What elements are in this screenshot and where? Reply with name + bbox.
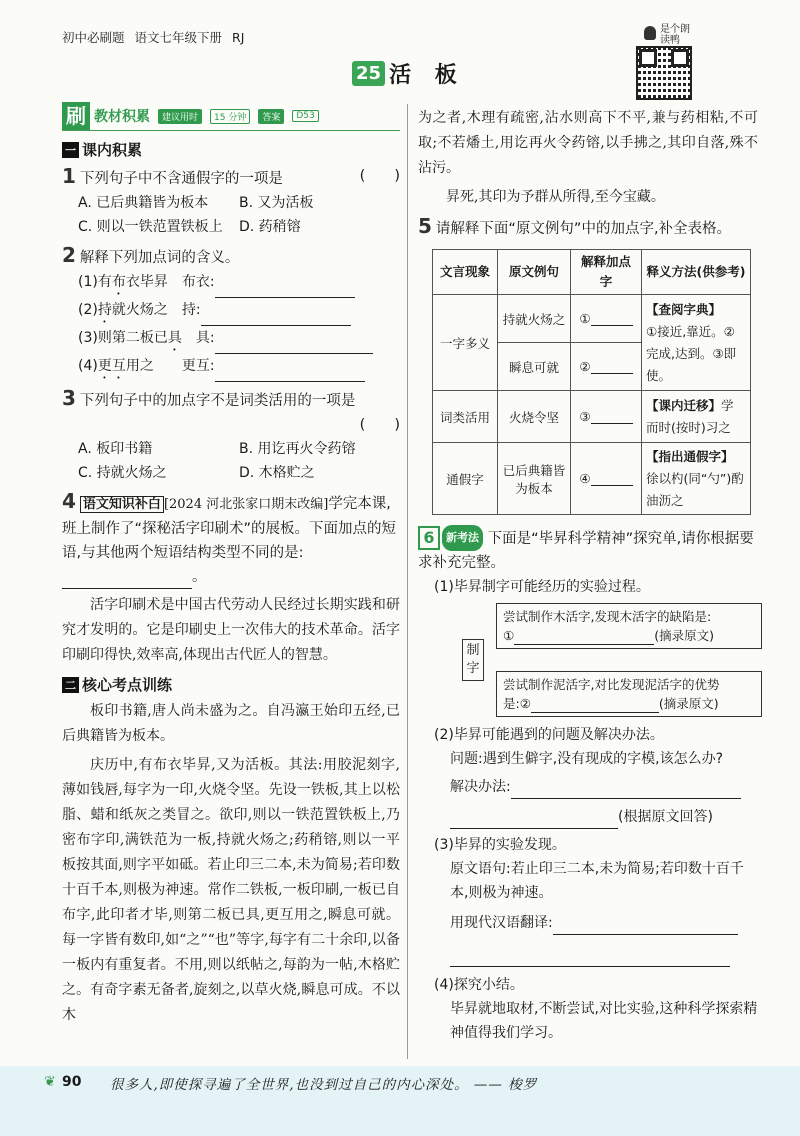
table-cell[interactable]: ③ [571,391,642,443]
question-6: 6 新考法 下面是“毕昇科学精神”探究单,请你根据要求补充完整。 [418,525,758,575]
qr-label: 是个朗读鸭 [660,24,690,46]
table-cell[interactable]: ④ [571,443,642,515]
table-cell: 【指出通假字】 徐以杓(同“勺”)酌油沥之 [642,443,751,515]
qr-icon [644,26,656,40]
lesson-title: 活 板 [389,62,465,88]
lesson-number: 25 [352,61,385,86]
knowledge-tag: 语文知识补白 [80,496,164,513]
q6-flowchart [424,603,758,723]
q3-option-b[interactable]: B. 用讫再火令药镕 [239,441,356,457]
left-column [62,102,400,1032]
q6-sentence: 原文语句:若止印三二本,未为简易;若印数十百千本,则极为神速。 [450,861,744,901]
table-cell: 瞬息可就 [498,343,571,391]
question-1: 1 下列句子中不含通假字的一项是 ( ) [62,164,400,188]
banner-brush-icon: 刷 [62,102,90,130]
q6-translate-line [418,943,758,967]
table-cell: 【课内迁移】学而时(按时)习之 [642,391,751,443]
q1-option-a[interactable]: A. 已后典籍皆为板本 [78,195,209,211]
table-header: 原文例句 [498,250,571,295]
table-cell: 持就火炀之 [498,295,571,343]
table-cell[interactable]: ② [571,343,642,391]
answer-blank[interactable] [215,365,365,382]
answer-blank[interactable] [215,337,373,354]
source-text-paragraph: 为之者,木理有疏密,沾水则高下不平,兼与药相粘,不可取;不若燔土,用讫再火令药镕,以手拂之,其印自落,殊不沾污。 [418,110,758,176]
source-text-paragraph: 昇死,其印为予群从所得,至今宝藏。 [446,189,665,205]
source-text-paragraph: 庆历中,有布衣毕昇,又为活板。其法:用胶泥刻字,薄如钱唇,每字为一印,火烧令坚。先设一铁板,其上以松脂、蜡和纸灰之类冒之。欲印,则以一铁范置铁板上,乃密布字印,满铁范为一板,持就火炀之;药稍镕,则以一平板按其面,则字平如砥。若止印三二本,未为简易;若印数十百千本,则极为神速。常作二铁板,一板印刷,一板已自布字,此印者才毕,则第二板已具,更互用之,瞬息可就。每一字皆有数印,如“之”“也”等字,每字有二十余印,以备一板内有重复者。不用,则以纸帖之,每韵为一帖,木格贮之。有奇字素无备者,旋刻之,以草火烧,瞬息可成。不以木 [62,757,400,1023]
q1-option-c[interactable]: C. 则以一铁范置铁板上 [78,219,223,235]
footer-quote: 很多人,即使探寻遍了全世界,也没到过自己的内心深处。 —— 梭罗 [110,1077,538,1093]
q3-option-a[interactable]: A. 板印书籍 [78,441,153,457]
q3-options [62,437,400,485]
q1-option-d[interactable]: D. 药稍镕 [239,219,301,235]
question-2: 2 解释下列加点词的含义。 [62,243,240,267]
banner-title: 教材积累 [94,109,150,125]
right-column [418,102,758,1045]
q2-item: (2)持就火炀之 持: [62,298,400,326]
table-cell: 火烧令坚 [498,391,571,443]
table-header: 文言现象 [433,250,498,295]
table-cell: 【查阅字典】 ①接近,靠近。②完成,达到。③即使。 [642,295,751,391]
answer-blank[interactable] [62,572,192,589]
question-4: 4 语文知识补白 [2024 河北张家口期末改编]学完本课,班上制作了“探秘活字印刷术”的展板。下面加点的短语,与其他两个短语结构类型不同的是:。 [62,489,400,589]
q2-item: (1)有布衣毕昇 布衣: [62,270,400,298]
flow-label: 制字 [462,639,484,681]
table-cell: 词类活用 [433,391,498,443]
question-3: 3 下列句子中的加点字不是词类活用的一项是 ( ) [62,386,400,437]
q6-part-3: (3)毕昇的实验发现。 [434,837,566,853]
q6-solution-line: (根据原文回答) [418,805,758,829]
time-value: 15 分钟 [210,109,250,124]
page-number: 90 [62,1074,82,1090]
table-cell: 通假字 [433,443,498,515]
q6-part-1: (1)毕昇制字可能经历的实验过程。 [434,579,650,595]
q6-part-4: (4)探究小结。 [434,977,524,993]
flow-box-wood: 尝试制作木活字,发现木活字的缺陷是: ① (摘录原文) [496,603,762,649]
table-cell: 已后典籍皆为板本 [498,443,571,515]
section-banner [62,102,400,131]
q6-summary: 毕昇就地取材,不断尝试,对比实验,这种科学探索精神值得我们学习。 [450,1001,758,1041]
q1-option-b[interactable]: B. 又为活板 [239,195,314,211]
q6-translate: 用现代汉语翻译: [418,911,758,935]
q1-options [62,191,400,239]
answer-blank[interactable] [450,950,730,967]
table-cell[interactable]: ① [571,295,642,343]
answer-blank[interactable] [511,782,741,799]
answer-blank[interactable] [215,281,355,298]
q5-table [432,249,751,515]
lesson-heading [352,58,465,89]
answer-blank[interactable] [553,918,738,935]
q4-passage: 活字印刷术是中国古代劳动人民经过长期实践和研究才发明的。它是印刷史上一次伟大的技术革命。活字印刷印得快,效率高,体现出古代匠人的智慧。 [62,597,400,663]
table-header: 释义方法(供参考) [642,250,751,295]
q6-solution: 解决办法: [418,775,758,799]
answer-paren[interactable]: ( ) [359,168,400,184]
answer-blank[interactable] [201,309,351,326]
table-cell: 一字多义 [433,295,498,391]
qr-code[interactable] [636,46,692,100]
answer-blank[interactable] [450,812,618,829]
q2-item: (4)更互用之 更互: [62,354,400,382]
leaf-icon: ❦ [44,1074,56,1090]
q6-problem: 问题:遇到生僻字,没有现成的字模,该怎么办? [450,751,724,767]
q3-option-c[interactable]: C. 持就火炀之 [78,465,167,481]
section-2-heading: 二 核心考点训练 [62,674,400,695]
answer-blank[interactable] [531,696,659,713]
time-label: 建议用时 [158,109,202,124]
q3-option-d[interactable]: D. 木格贮之 [239,465,315,481]
q2-item: (3)则第二板已具 具: [62,326,400,354]
flow-box-clay: 尝试制作泥活字,对比发现泥活字的优势 是:② (摘录原文) [496,671,762,717]
section-1-heading: 一 课内积累 [62,139,400,160]
header-series: 初中必刷题 语文七年级下册 RJ [62,30,245,45]
answer-label: 答案 [258,109,284,124]
question-5: 5 请解释下面“原文例句”中的加点字,补全表格。 [418,214,732,238]
answer-blank[interactable] [514,628,654,645]
q6-part-2: (2)毕昇可能遇到的问题及解决办法。 [434,727,664,743]
source-text-paragraph: 板印书籍,唐人尚未盛为之。自冯瀛王始印五经,已后典籍皆为板本。 [62,703,400,744]
answer-paren[interactable]: ( ) [359,417,400,433]
column-divider [407,104,408,1059]
answer-page: D53 [292,110,318,122]
new-method-badge: 6 新考法 [418,525,483,551]
table-header: 解释加点字 [571,250,642,295]
